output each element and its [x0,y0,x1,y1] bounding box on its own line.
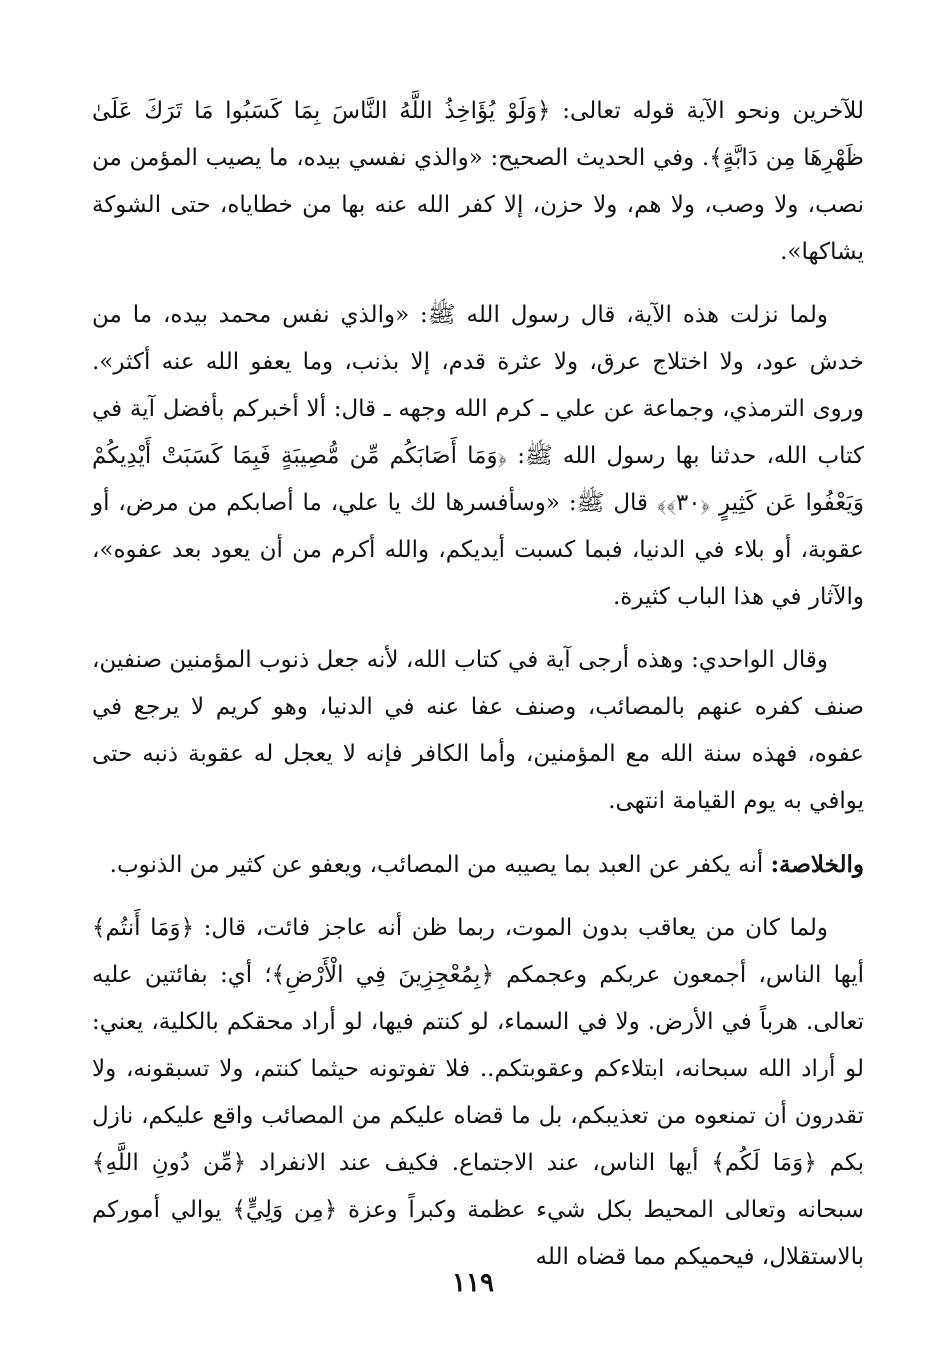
paragraph-4-summary [92,841,864,889]
summary-lead: والخلاصة: [770,851,864,878]
paragraph-3: وقال الواحدي: وهذه أرجى آية في كتاب الله، لأنه جعل ذنوب المؤمنين صنفين، صنف كفره عنهم بالمصائب، وصنف عفا عنه في الدنيا، وهو كريم لا يرجع في عفوه، فهذه سنة الله مع المؤمنين، وأما الكافر فإنه لا يعجل له عقوبة ذنبه حتى يوافي به يوم القيامة انتهى. [92,647,864,814]
paragraph-2: ولما نزلت هذه الآية، قال رسول الله ﷺ: «والذي نفس محمد بيده، ما من خدش عود، ولا اختلاج عرق، ولا عثرة قدم، إلا بذنب، وما يعفو الله عنه أكثر». وروى الترمذي، وجماعة عن علي ـ كرم الله وجهه ـ قال: ألا أخبركم بأفضل آية في كتاب الله، حدثنا بها رسول الله ﷺ: ﴿وَمَا أَصَابَكُم مِّن مُّصِيبَةٍ فَبِمَا كَسَبَتْ أَيْدِيكُمْ وَيَعْفُوا عَن كَثِيرٍ ﴿٣٠﴾﴾ قال ﷺ: «وسأفسرها لك يا علي، ما أصابكم من مرض، أو عقوبة، أو بلاء في الدنيا، فبما كسبت أيديكم، والله أكرم من أن يعود بعد عفوه»، والآثار في هذا الباب كثيرة. [92,302,865,610]
summary-text: أنه يكفر عن العبد بما يصيبه من المصائب، ويعفو عن كثير من الذنوب. [109,852,771,878]
paragraph-5: ولما كان من يعاقب بدون الموت، ربما ظن أنه عاجز فائت، قال: ﴿وَمَا أَنتُم﴾ أيها الناس، أجمعون عربكم وعجمكم ﴿بِمُعْجِزِينَ فِي الْأَرْضِ﴾؛ أي: بفائتين عليه تعالى. هرباً في الأرض. ولا في السماء، لو كنتم فيها، لو أراد محقكم بالكلية، يعني: لو أراد الله سبحانه، ابتلاءكم وعقوبتكم.. فلا تفوتونه حيثما كنتم، ولا تسبقونه، ولا تقدرون أن تمنعوه من تعذيبكم، بل ما قضاه عليكم من المصائب واقع عليكم، نازل بكم ﴿وَمَا لَكُم﴾ أيها الناس، عند الاجتماع. فكيف عند الانفراد ﴿مِّن دُونِ اللَّهِ﴾ سبحانه وتعالى المحيط بكل شيء عظمة وكبراً وعزة ﴿مِن وَلِيٍّ﴾ يوالي أموركم بالاستقلال، فيحميكم مما قضاه الله [92,915,864,1270]
page-number: ١١٩ [452,1268,494,1298]
paragraph-1: للآخرين ونحو الآية قوله تعالى: ﴿وَلَوْ يُؤَاخِذُ اللَّهُ النَّاسَ بِمَا كَسَبُوا مَا تَرَكَ عَلَىٰ ظَهْرِهَا مِن دَابَّةٍ﴾. وفي الحديث الصحيح: «والذي نفسي بيده، ما يصيب المؤمن من نصب، ولا وصب، ولا هم، ولا حزن، إلا كفر الله عنه بها من خطاياه، حتى الشوكة يشاكها». [92,98,864,265]
page-body [92,88,864,1297]
